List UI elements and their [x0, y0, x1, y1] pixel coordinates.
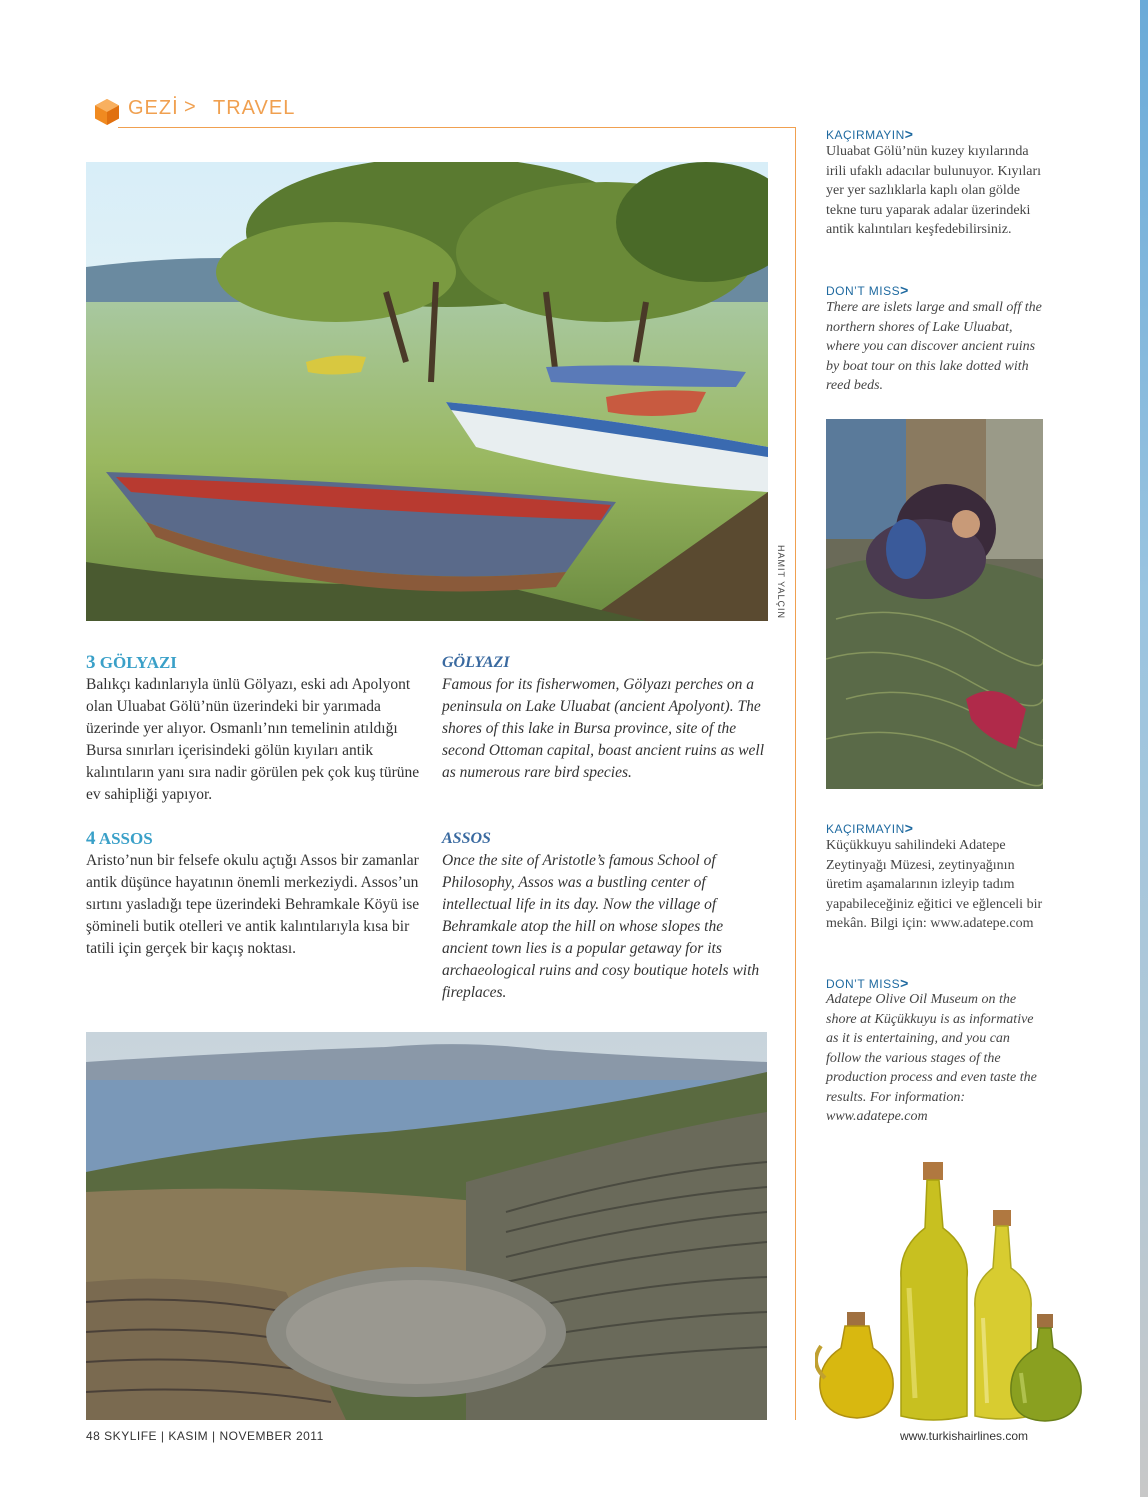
tip2-en-text: Adatepe Olive Oil Museum on the shore at Küçükkuyu is as informative as it is entertaining, and you can follow the various stages of the production process and even taste the results. For information: www.adatepe.com [826, 992, 1037, 1124]
tip1-tr-text: Uluabat Gölü’nün kuzey kıyılarında irili ufaklı adacılar bulunuyor. Kıyıları yer yer sazlıklarla kaplı olan gölde tekne turu yaparak adalar üzerindeki antik kalıntıları keşfedebilirsiniz. [826, 144, 1041, 237]
chevron-right-icon: > [900, 975, 909, 991]
header-rule [118, 127, 796, 128]
golyazi-number: 3 [86, 652, 96, 673]
page-footer-left: 48 SKYLIFE | KASIM | NOVEMBER 2011 [86, 1429, 324, 1443]
photo-credit: HAMIT YALÇIN [776, 545, 786, 620]
dontmiss-label-2: DON’T MISS [826, 977, 901, 991]
section-label-en: TRAVEL [213, 97, 296, 119]
section-label-tr: GEZİ [128, 97, 179, 119]
kacirmayin-heading-1 [826, 126, 913, 142]
assos-en-title: ASSOS [442, 830, 491, 847]
dontmiss-heading-2 [826, 975, 909, 991]
dontmiss-heading-1 [826, 282, 909, 298]
assos-theatre-photo [86, 1032, 767, 1420]
assos-en-text: Once the site of Aristotle’s famous School of Philosophy, Assos was a bustling center of intellectual life in its day. Now the village of Behramkale atop the hill on whose slopes the ancient town lies is a popular getaway for its archaeological ruins and cosy boutique hotels with fireplaces. [442, 852, 760, 1001]
olive-oil-bottles-image [815, 1158, 1085, 1426]
page-edge-strip [1140, 0, 1148, 1497]
fisherwoman-photo [826, 419, 1043, 789]
kacirmayin-label-2: KAÇIRMAYIN [826, 822, 905, 836]
assos-tr-title: ASSOS [98, 829, 153, 848]
golyazi-boats-photo [86, 162, 768, 621]
golyazi-en-title: GÖLYAZI [442, 654, 510, 671]
golyazi-tr-text: Balıkçı kadınlarıyla ünlü Gölyazı, eski adı Apolyont olan Uluabat Gölü’nün üzerindeki bir yarımada üzerinde yer alıyor. Osmanlı’nın temelinin atıldığı Bursa sınırları içerisindeki gölün kıyıları antik kalıntıların yanı sıra nadir görülen pek çok kuş türüne ev sahipliği yapıyor. [86, 676, 420, 803]
section-arrow: > [184, 96, 196, 118]
kacirmayin-heading-2 [826, 820, 913, 836]
golyazi-tr-title: GÖLYAZI [99, 653, 177, 672]
golyazi-en-block [442, 652, 772, 784]
tip2-tr-text: Küçükkuyu sahilindeki Adatepe Zeytinyağı Müzesi, zeytinyağının üretim aşamalarının izleyip tadım yapabileceğiniz eğitici ve eğlenceli bir mekân. Bilgi için: www.adatepe.com [826, 838, 1043, 931]
section-hexagon-icon [94, 98, 120, 126]
golyazi-tr-block [86, 652, 426, 806]
assos-en-block [442, 828, 772, 1004]
sidebar-rule [795, 127, 796, 1420]
golyazi-tr-heading [86, 652, 426, 674]
assos-tr-block [86, 828, 426, 960]
golyazi-en-text: Famous for its fisherwomen, Gölyazı perches on a peninsula on Lake Uluabat (ancient Apolyont). The shores of this lake in Bursa province, site of the second Ottoman capital, boast ancient ruins as well as numerous rare bird species. [442, 676, 765, 781]
tip1-en-text: There are islets large and small off the northern shores of Lake Uluabat, where you can discover ancient ruins by boat tour on this lake dotted with reed beds. [826, 300, 1042, 393]
kacirmayin-label-1: KAÇIRMAYIN [826, 128, 905, 142]
assos-tr-text: Aristo’nun bir felsefe okulu açtığı Assos bir zamanlar antik düşünce hayatının önemli merkeziydi. Assos’un sırtını yasladığı tepe üzerindeki Behramkale Köyü ise şömineli butik otelleri ve antik kalıntılarıyla kısa bir tatili için gerçek bir kaçış noktası. [86, 852, 420, 957]
dontmiss-label-1: DON’T MISS [826, 284, 901, 298]
chevron-right-icon: > [900, 282, 909, 298]
page-footer-url: www.turkishairlines.com [900, 1429, 1029, 1443]
assos-tr-heading [86, 828, 426, 850]
assos-number: 4 [86, 828, 96, 849]
chevron-right-icon: > [904, 126, 914, 142]
chevron-right-icon: > [904, 820, 914, 836]
